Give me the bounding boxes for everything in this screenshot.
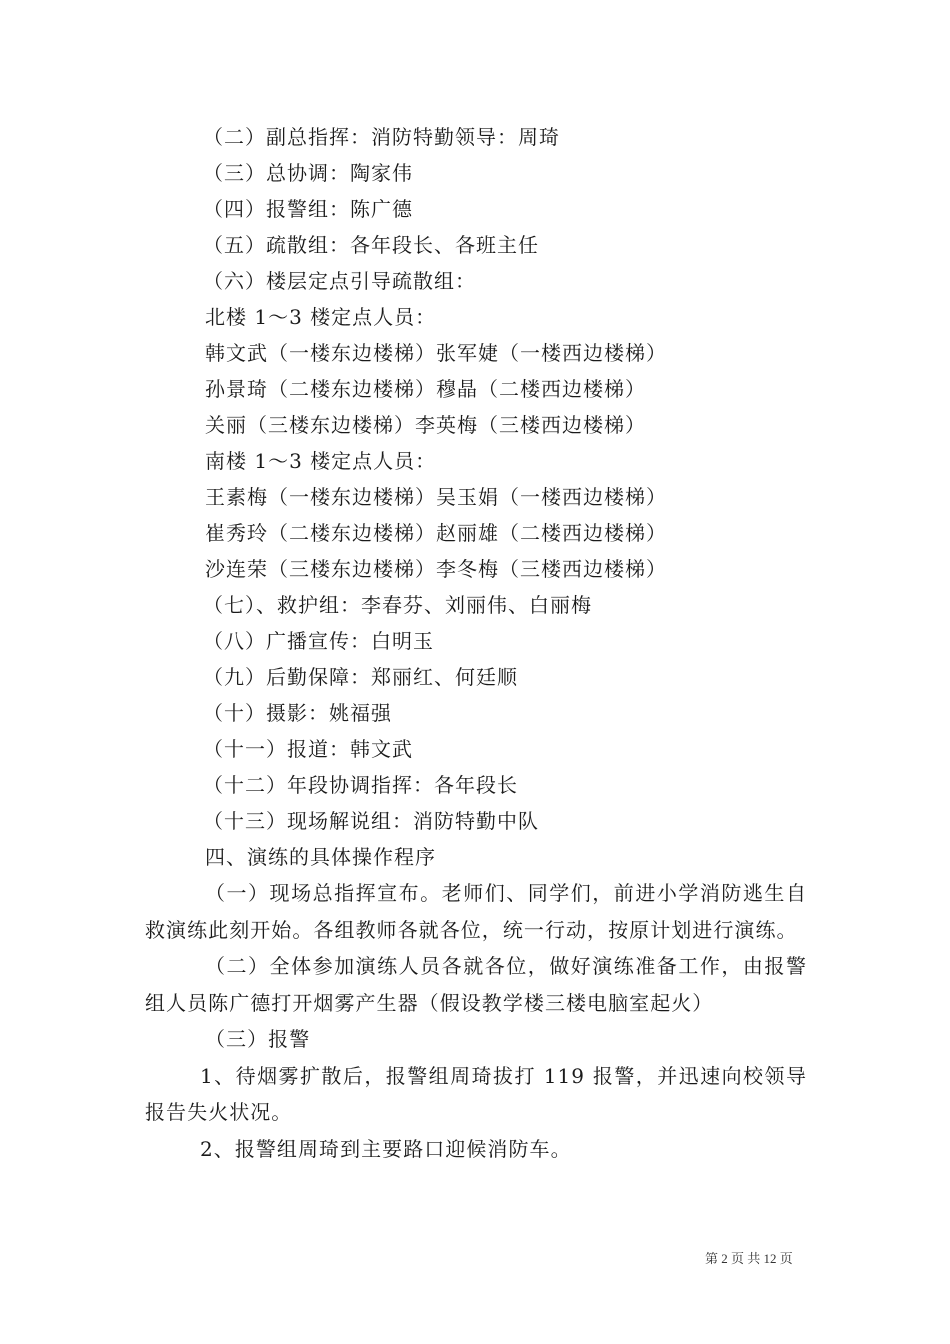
paragraph-alarm-heading: （三）报警 bbox=[205, 1027, 311, 1051]
paragraph-alarm-step-2: 2、报警组周琦到主要路口迎候消防车。 bbox=[200, 1136, 572, 1161]
document-body bbox=[145, 119, 807, 1167]
org-line-logistics: （九）后勤保障：郑丽红、何廷顺 bbox=[203, 665, 518, 689]
south-building-row: 崔秀玲（二楼东边楼梯）赵丽雄（二楼西边楼梯） bbox=[205, 521, 667, 545]
org-line-commentary-group: （十三）现场解说组：消防特勤中队 bbox=[203, 809, 539, 833]
org-line-alarm-group: （四）报警组：陈广德 bbox=[203, 197, 413, 221]
south-building-title: 南楼 1～3 楼定点人员： bbox=[205, 449, 437, 473]
north-building-row: 韩文武（一楼东边楼梯）张军婕（一楼西边楼梯） bbox=[205, 341, 667, 365]
org-line-deputy-commander: （二）副总指挥：消防特勤领导：周琦 bbox=[203, 125, 560, 149]
north-building-row: 关丽（三楼东边楼梯）李英梅（三楼西边楼梯） bbox=[205, 413, 646, 437]
north-building-title: 北楼 1～3 楼定点人员： bbox=[205, 305, 437, 329]
north-building-row: 孙景琦（二楼东边楼梯）穆晶（二楼西边楼梯） bbox=[205, 377, 646, 401]
paragraph-preparation: （二）全体参加演练人员各就各位，做好演练准备工作，由报警组人员陈广德打开烟雾产生器（假设教学楼三楼电脑室起火） bbox=[145, 954, 807, 1015]
org-line-grade-coordination: （十二）年段协调指挥：各年段长 bbox=[203, 773, 518, 797]
paragraph-alarm-step-1: 1、待烟雾扩散后，报警组周琦拔打 119 报警，并迅速向校领导报告失火状况。 bbox=[145, 1063, 807, 1124]
org-line-reporting: （十一）报道：韩文武 bbox=[203, 737, 413, 761]
org-line-coordinator: （三）总协调：陶家伟 bbox=[203, 161, 413, 185]
paragraph-announcement: （一）现场总指挥宣布。老师们、同学们，前进小学消防逃生自救演练此刻开始。各组教师各就各位，统一行动，按原计划进行演练。 bbox=[145, 881, 807, 942]
org-line-floor-guide-group: （六）楼层定点引导疏散组： bbox=[203, 269, 476, 293]
south-building-row: 沙连荣（三楼东边楼梯）李冬梅（三楼西边楼梯） bbox=[205, 557, 667, 581]
org-line-broadcast: （八）广播宣传：白明玉 bbox=[203, 629, 434, 653]
org-line-rescue-group: （七）、救护组：李春芬、刘丽伟、白丽梅 bbox=[203, 593, 592, 617]
page-number-footer: 第 2 页 共 12 页 bbox=[705, 1251, 793, 1266]
org-line-evacuation-group: （五）疏散组：各年段长、各班主任 bbox=[203, 233, 539, 257]
org-line-photography: （十）摄影：姚福强 bbox=[203, 701, 392, 725]
south-building-row: 王素梅（一楼东边楼梯）吴玉娟（一楼西边楼梯） bbox=[205, 485, 667, 509]
section-heading: 四、演练的具体操作程序 bbox=[205, 845, 436, 869]
